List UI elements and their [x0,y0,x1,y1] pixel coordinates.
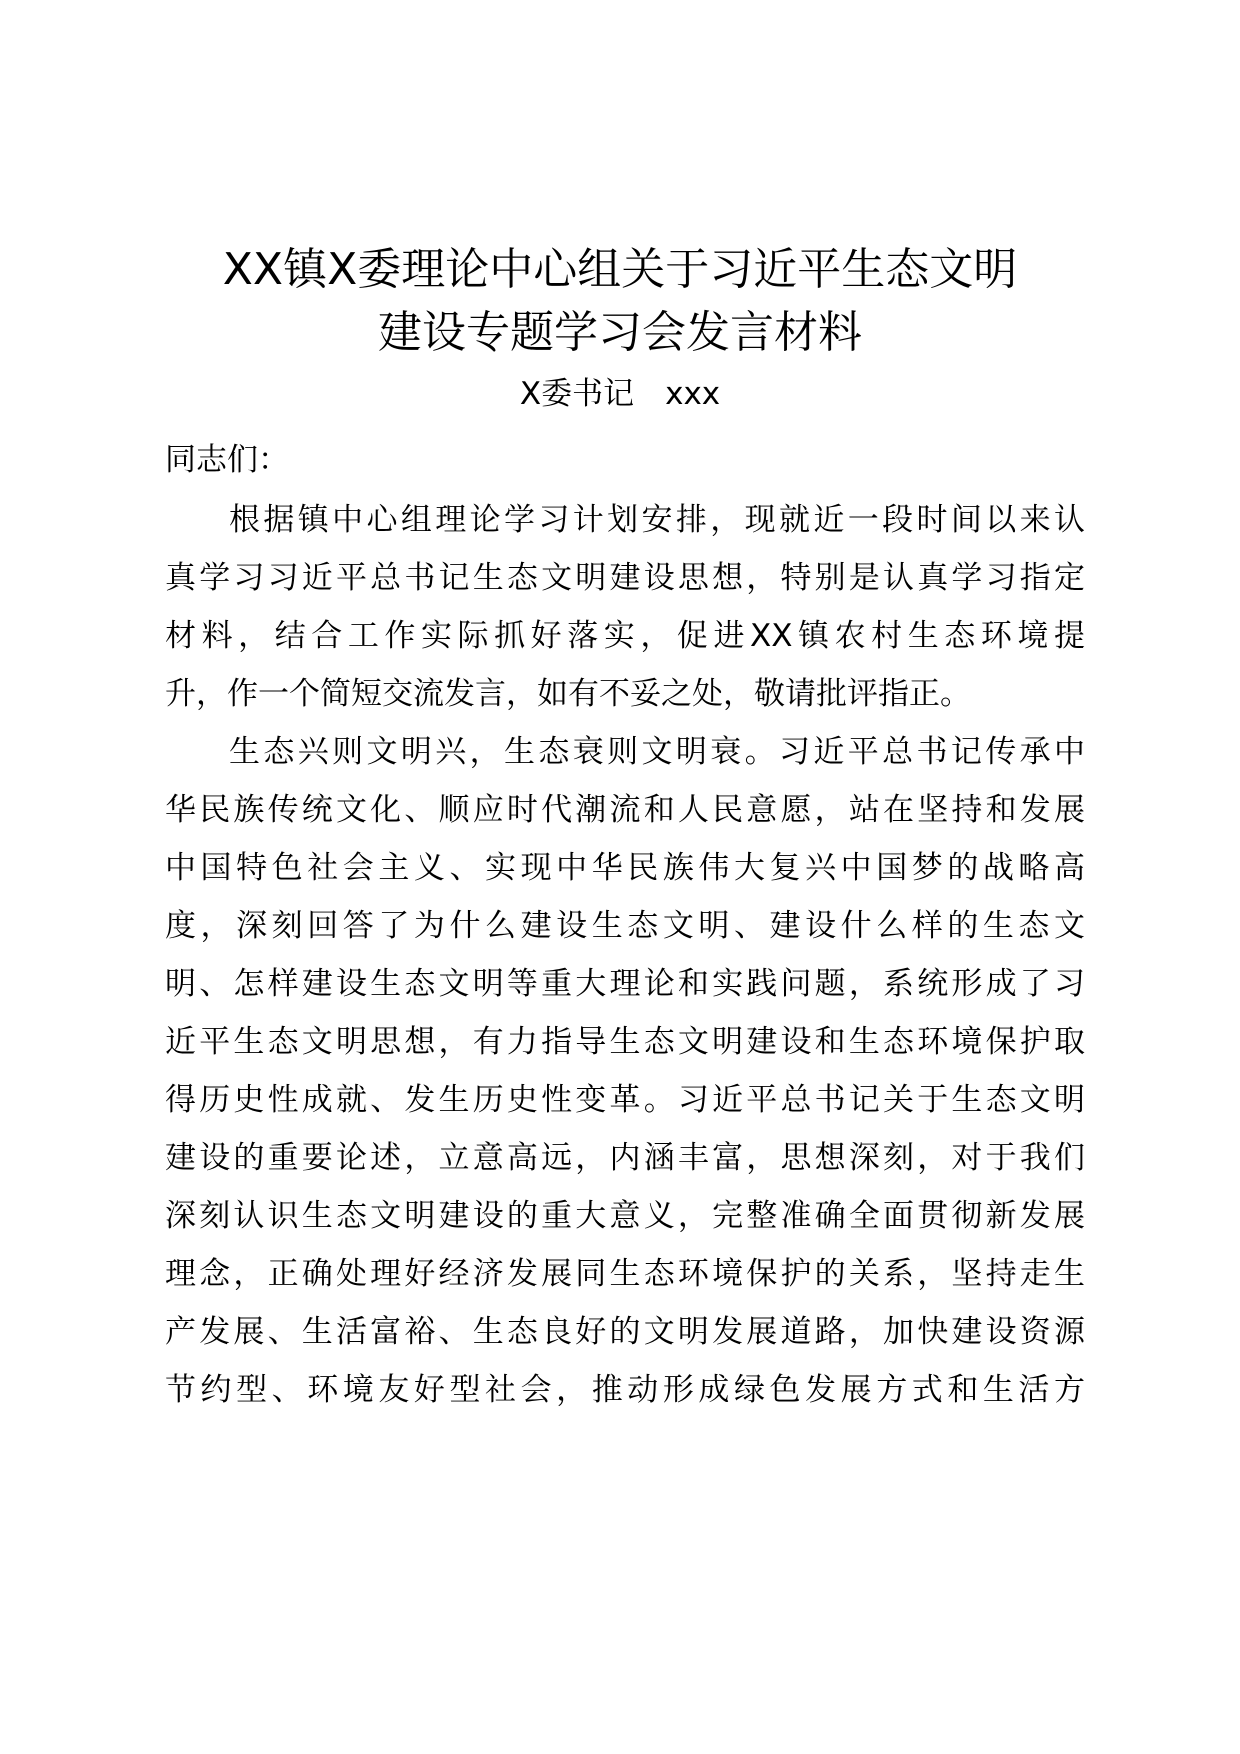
paragraph-1-line-4: 升，作一个简短交流发言，如有不妥之处，敬请批评指正。 [165,676,971,712]
paragraph-2-line-1: 生态兴则文明兴，生态衰则文明衰。习近平总书记传承中 [229,734,1085,770]
paragraph-2-line-6: 近平生态文明思想，有力指导生态文明建设和生态环境保护取 [165,1024,1085,1060]
paragraph-1-line-1: 根据镇中心组理论学习计划安排，现就近一段时间以来认 [229,502,1085,538]
paragraph-2-line-4: 度，深刻回答了为什么建设生态文明、建设什么样的生态文 [165,908,1085,944]
salutation: 同志们： [165,442,289,478]
paragraph-1-line-3: 材料，结合工作实际抓好落实，促进XX镇农村生态环境提 [165,618,1085,654]
document-title-line-1: XX镇X委理论中心组关于习近平生态文明 [222,244,1018,295]
paragraph-2-line-5: 明、怎样建设生态文明等重大理论和实践问题，系统形成了习 [165,966,1085,1002]
paragraph-2-line-10: 理念，正确处理好经济发展同生态环境保护的关系，坚持走生 [165,1256,1085,1292]
paragraph-2-line-7: 得历史性成就、发生历史性变革。习近平总书记关于生态文明 [165,1082,1085,1118]
paragraph-1-line-2: 真学习习近平总书记生态文明建设思想，特别是认真学习指定 [165,560,1085,596]
document-title-line-2: 建设专题学习会发言材料 [378,307,862,358]
paragraph-2-line-11: 产发展、生活富裕、生态良好的文明发展道路，加快建设资源 [165,1314,1085,1350]
paragraph-2-line-12: 节约型、环境友好型社会，推动形成绿色发展方式和生活方 [165,1372,1085,1408]
paragraph-2-line-9: 深刻认识生态文明建设的重大意义，完整准确全面贯彻新发展 [165,1198,1085,1234]
paragraph-2-line-3: 中国特色社会主义、实现中华民族伟大复兴中国梦的战略高 [165,850,1085,886]
paragraph-2-line-8: 建设的重要论述，立意高远，内涵丰富，思想深刻，对于我们 [165,1140,1085,1176]
author-line: X委书记 xxx [519,376,721,412]
paragraph-2-line-2: 华民族传统文化、顺应时代潮流和人民意愿，站在坚持和发展 [165,792,1085,828]
